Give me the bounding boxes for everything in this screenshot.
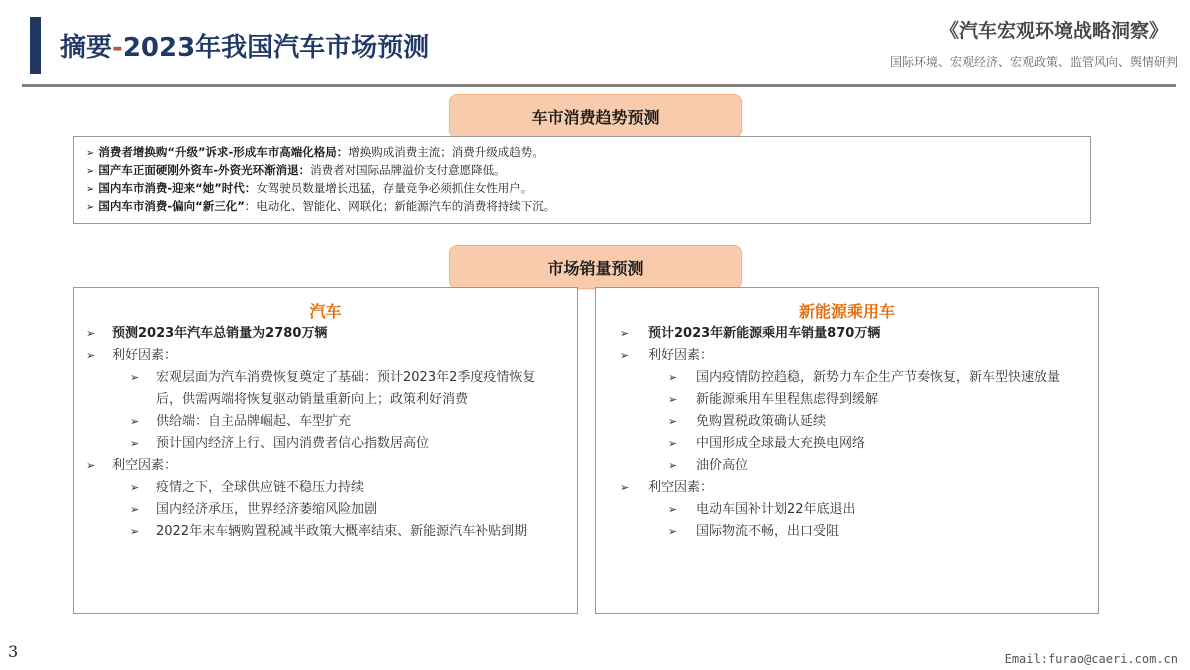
panel-nev (595, 287, 1099, 614)
arrow-bullet-icon: ➢ (86, 202, 95, 213)
footer-email: Email:furao@caeri.com.cn (1004, 652, 1178, 666)
negative-factors-label: ➢ 利空因素： (74, 455, 555, 477)
arrow-bullet-icon: ➢ (668, 415, 678, 428)
arrow-bullet-icon: ➢ (620, 481, 630, 494)
arrow-bullet-icon: ➢ (130, 525, 140, 538)
page-number: 3 (8, 642, 19, 661)
arrow-bullet-icon: ➢ (668, 459, 678, 472)
brand-subtitle: 国际环境、宏观经济、宏观政策、监管风向、舆情研判 (889, 55, 1178, 69)
arrow-bullet-icon: ➢ (668, 503, 678, 516)
arrow-bullet-icon: ➢ (86, 166, 95, 177)
list-item: ➢ 新能源乘用车里程焦虑得到缓解 (596, 389, 1072, 411)
negative-factors-label: ➢ 利空因素： (596, 477, 1076, 499)
list-item: ➢ 国际物流不畅，出口受阻 (596, 521, 1072, 543)
list-item: ➢ 国内经济承压，世界经济萎缩风险加剧 (74, 499, 551, 521)
arrow-bullet-icon: ➢ (130, 503, 140, 516)
arrow-bullet-icon: ➢ (130, 415, 140, 428)
list-item: ➢ 供给端：自主品牌崛起、车型扩充 (74, 411, 551, 433)
list-item: ➢ 电动车国补计划22年底退出 (596, 499, 1072, 521)
arrow-bullet-icon: ➢ (86, 349, 96, 362)
list-item: ➢ 国内疫情防控趋稳，新势力车企生产节奏恢复，新车型快速放量 (596, 367, 1072, 389)
arrow-bullet-icon: ➢ (130, 481, 140, 494)
arrow-bullet-icon: ➢ (86, 148, 95, 159)
arrow-bullet-icon: ➢ (86, 327, 96, 340)
headline: ➢ 预计2023年新能源乘用车销量870万辆 (596, 323, 1076, 345)
arrow-bullet-icon: ➢ (668, 371, 678, 384)
panel-title: 新能源乘用车 (798, 302, 895, 321)
list-item: ➢ 疫情之下，全球供应链不稳压力持续 (74, 477, 551, 499)
list-item: ➢ 消费者增换购“升级”诉求-形成车市高端化格局：增换购成消费主流；消费升级成趋势。 (86, 145, 544, 159)
page-title (60, 27, 429, 64)
list-item: ➢ 中国形成全球最大充换电网络 (596, 433, 1072, 455)
positive-factors-label: ➢ 利好因素： (74, 345, 555, 367)
list-item: ➢ 国产车正面硬刚外资车-外资光环渐消退：消费者对国际品牌溢价支付意愿降低。 (86, 163, 506, 177)
title-accent-bar (30, 17, 41, 74)
list-item: ➢ 国内车市消费-迎来“她”时代：女驾驶员数量增长迅猛，存量竞争必须抓住女性用户。 (86, 181, 533, 195)
title-rest: 2023年我国汽车市场预测 (122, 33, 430, 63)
panel-title: 汽车 (309, 302, 342, 321)
list-item: ➢ 2022年末车辆购置税减半政策大概率结束、新能源汽车补贴到期 (74, 521, 551, 543)
list-item: ➢ 宏观层面为汽车消费恢复奠定了基础：预计2023年2季度疫情恢复后，供需两端将恢复驱动销量重新向上；政策利好消费 (74, 367, 551, 411)
trend-box (73, 136, 1091, 224)
header-divider (22, 84, 1176, 87)
list-item: ➢ 油价高位 (596, 455, 1072, 477)
section-label-trend: 车市消费趋势预测 (449, 94, 742, 138)
trend-list (74, 137, 1090, 216)
arrow-bullet-icon: ➢ (620, 349, 630, 362)
arrow-bullet-icon: ➢ (86, 184, 95, 195)
arrow-bullet-icon: ➢ (86, 459, 96, 472)
list-item: ➢ 国内车市消费-偏向“新三化”：电动化、智能化、网联化；新能源汽车的消费将持续下沉。 (86, 199, 556, 213)
list-item: ➢ 预计国内经济上行、国内消费者信心指数居高位 (74, 433, 551, 455)
arrow-bullet-icon: ➢ (620, 327, 630, 340)
arrow-bullet-icon: ➢ (130, 371, 140, 384)
title-prefix: 摘要 (60, 33, 113, 63)
arrow-bullet-icon: ➢ (130, 437, 140, 450)
panel-auto (73, 287, 578, 614)
section-label-sales: 市场销量预测 (449, 245, 742, 289)
brand-title: 《汽车宏观环境战略洞察》 (939, 20, 1168, 42)
title-dash: - (112, 33, 123, 63)
headline: ➢ 预测2023年汽车总销量为2780万辆 (74, 323, 555, 345)
arrow-bullet-icon: ➢ (668, 437, 678, 450)
list-item: ➢ 免购置税政策确认延续 (596, 411, 1072, 433)
arrow-bullet-icon: ➢ (668, 525, 678, 538)
positive-factors-label: ➢ 利好因素： (596, 345, 1076, 367)
arrow-bullet-icon: ➢ (668, 393, 678, 406)
